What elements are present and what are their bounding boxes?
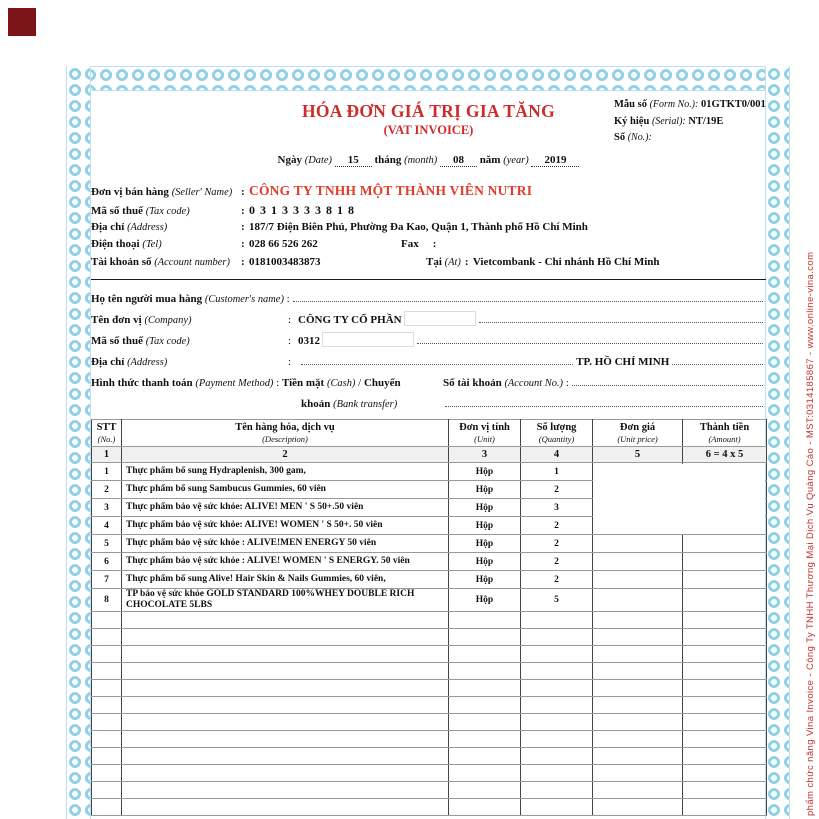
border-right-lace [765, 66, 790, 819]
item-row: 2 Thực phẩm bổ sung Sambucus Gummies, 60 viên Hộp 2 [92, 481, 767, 499]
seller-bank-label: Tại (At) [426, 255, 461, 268]
item-row: 7 Thực phẩm bổ sung Alive! Hair Skin & Nails Gummies, 60 viên, Hộp 2 [92, 571, 767, 589]
month-value: 08 [440, 154, 477, 167]
colon: : [464, 255, 469, 268]
empty-item-row [92, 782, 767, 799]
serial-line [614, 114, 766, 131]
dotted-line [672, 364, 763, 365]
invoice-meta [614, 97, 766, 147]
column-number-row: 1 2 3 4 5 6 = 4 x 5 [92, 447, 767, 463]
number-line [614, 130, 766, 147]
invoice-subtitle: (VAT INVOICE) [383, 123, 474, 137]
dotted-line [301, 364, 573, 365]
empty-item-row [92, 799, 767, 816]
colon: : [432, 238, 437, 250]
invoice-content [91, 91, 766, 819]
year-value: 2019 [531, 154, 579, 167]
col-no: STT (No.) [92, 420, 122, 447]
buyer-taxcode-label: Mã số thuế (Tax code) [91, 335, 190, 347]
seller-name-value: CÔNG TY TNHH MỘT THÀNH VIÊN NUTRI [249, 183, 533, 198]
slash: / [358, 377, 362, 389]
dotted-line [479, 322, 763, 323]
seller-taxcode-value: 0 3 1 3 3 3 3 8 1 8 [249, 203, 355, 217]
colon: : [288, 356, 292, 368]
colon: : [286, 293, 290, 305]
serial-label: Ký hiệu [614, 115, 650, 127]
item-row: 5 Thực phẩm bảo vệ sức khỏe : ALIVE!MEN ENERGY 50 viên Hộp 2 [92, 535, 767, 553]
col-description: Tên hàng hóa, dịch vụ (Description) [122, 420, 449, 447]
invoice-header [91, 91, 766, 151]
form-no-label-en: (Form No.): [649, 99, 699, 110]
invoice-title: HÓA ĐƠN GIÁ TRỊ GIA TĂNG [301, 101, 556, 121]
day-label: Ngày [277, 154, 302, 166]
seller-name-label: Đơn vị bán hàng (Seller' Name) [91, 186, 233, 198]
item-row: 3 Thực phẩm bảo vệ sức khỏe: ALIVE! MEN ' S 50+.50 viên Hộp 3 [92, 499, 767, 517]
number-label-en: (No.): [627, 132, 652, 143]
redaction-box [404, 311, 476, 326]
seller-account-label: Tài khoản số (Account number) [91, 255, 230, 268]
buyer-customer-label: Họ tên người mua hàng (Customer's name) : [91, 293, 290, 305]
empty-item-row [92, 731, 767, 748]
corner-red-square [8, 8, 36, 36]
seller-address-label: Địa chỉ (Address) [91, 220, 168, 233]
seller-account-row [91, 256, 766, 274]
empty-item-row [92, 646, 767, 663]
item-row: 1 Thực phẩm bổ sung Hydraplenish, 300 gam, Hộp 1 [92, 463, 767, 481]
empty-item-row [92, 765, 767, 782]
item-row: 6 Thực phẩm bảo vệ sức khỏe : ALIVE! WOMEN ' S ENERGY. 50 viên Hộp 2 [92, 553, 767, 571]
buyer-customer-row [91, 284, 766, 305]
transfer-option-part1: Chuyển [363, 377, 401, 389]
empty-item-row [92, 680, 767, 697]
date-line [91, 154, 766, 172]
payment-method-left: Hình thức thanh toán (Payment Method) : Tiền mặt (Cash) / Chuyển [91, 377, 401, 389]
buyer-taxcode-value: 0312 [298, 335, 320, 347]
dotted-line [445, 406, 763, 407]
colon: : [241, 238, 245, 250]
empty-item-row [92, 663, 767, 680]
colon: : [276, 377, 280, 389]
redaction-box [322, 332, 414, 347]
section-divider [91, 279, 766, 280]
colon: : [288, 314, 292, 326]
form-no-line [614, 97, 766, 114]
border-top-lace [66, 66, 790, 91]
colon: : [565, 377, 569, 389]
fax-label: Fax [401, 238, 419, 250]
seller-bank-value: Vietcombank - Chi nhánh Hồ Chí Minh [472, 255, 660, 268]
seller-section [91, 183, 766, 273]
month-label-en: (month) [404, 155, 438, 166]
printer-side-note: phẩm chức năng Vina Invoice - Công Ty TNHH Thương Mại Dịch Vụ Quảng Cáo - MST:0314185867 - www.online-vina.com [805, 251, 816, 816]
item-row: 4 Thực phẩm bảo vệ sức khỏe: ALIVE! WOMEN ' S 50+. 50 viên Hộp 2 [92, 517, 767, 535]
dotted-line [417, 343, 763, 344]
dotted-line [293, 301, 763, 302]
border-left-lace [66, 66, 91, 819]
year-label: năm [479, 154, 501, 166]
seller-taxcode-label: Mã số thuế (Tax code) [91, 205, 190, 217]
colon: : [241, 186, 245, 198]
serial-label-en: (Serial): [651, 115, 686, 127]
empty-item-row [92, 748, 767, 765]
buyer-taxcode-row [91, 326, 766, 347]
seller-phone-row [91, 238, 766, 256]
seller-address-row [91, 221, 766, 239]
colon: : [288, 335, 292, 347]
seller-taxcode-row [91, 203, 766, 221]
items-table-wrap [91, 419, 766, 816]
empty-item-row [92, 697, 767, 714]
col-unit: Đơn vị tính (Unit) [449, 420, 521, 447]
items-empty-body [92, 612, 767, 816]
seller-account-value: 0181003483873 [249, 255, 321, 268]
cash-option: Tiền mặt [281, 377, 325, 389]
buyer-address-label: Địa chỉ (Address) [91, 356, 168, 368]
transfer-option-part2: khoản (Bank transfer) [301, 398, 398, 410]
seller-address-value: 187/7 Điện Biên Phủ, Phường Đa Kao, Quận 1, Thành phố Hồ Chí Minh [249, 220, 588, 233]
account-no-label: Số tài khoản (Account No.) : [443, 377, 569, 389]
year-label-en: (year) [503, 155, 529, 166]
buyer-address-row [91, 347, 766, 368]
item-row: 8 TP bảo vệ sức khỏe GOLD STANDARD 100%WHEY DOUBLE RICH CHOCOLATE 5LBS Hộp 5 [92, 589, 767, 612]
colon: : [241, 255, 245, 268]
seller-phone-label: Điện thoại (Tel) [91, 238, 162, 250]
form-no-label: Mẫu số [614, 99, 647, 110]
number-label: Số [614, 132, 626, 143]
price-redaction-box [593, 464, 765, 534]
serial-value: NT/19E [688, 115, 724, 127]
buyer-section [91, 284, 766, 410]
day-label-en: (Date) [304, 155, 332, 166]
empty-item-row [92, 612, 767, 629]
payment-method-row-2 [91, 389, 766, 410]
col-amount: Thành tiền (Amount) [683, 420, 767, 447]
payment-method-row [91, 368, 766, 389]
dotted-line [572, 385, 763, 386]
empty-item-row [92, 714, 767, 731]
day-value: 15 [335, 154, 372, 167]
seller-phone-value: 028 66 526 262 [249, 238, 318, 250]
col-quantity: Số lượng (Quantity) [521, 420, 593, 447]
form-no-value: 01GTKT0/001 [700, 99, 766, 110]
colon: : [241, 220, 245, 233]
seller-name-row [91, 183, 766, 203]
month-label: tháng [374, 154, 402, 166]
items-header-row [92, 420, 767, 447]
empty-item-row [92, 629, 767, 646]
buyer-city-value: TP. HỒ CHÍ MINH [576, 356, 670, 368]
col-unit-price: Đơn giá (Unit price) [593, 420, 683, 447]
buyer-company-value: CÔNG TY CỔ PHẦN [298, 314, 402, 326]
buyer-company-row [91, 305, 766, 326]
colon: : [241, 205, 245, 217]
buyer-company-label: Tên đơn vị (Company) [91, 314, 192, 326]
